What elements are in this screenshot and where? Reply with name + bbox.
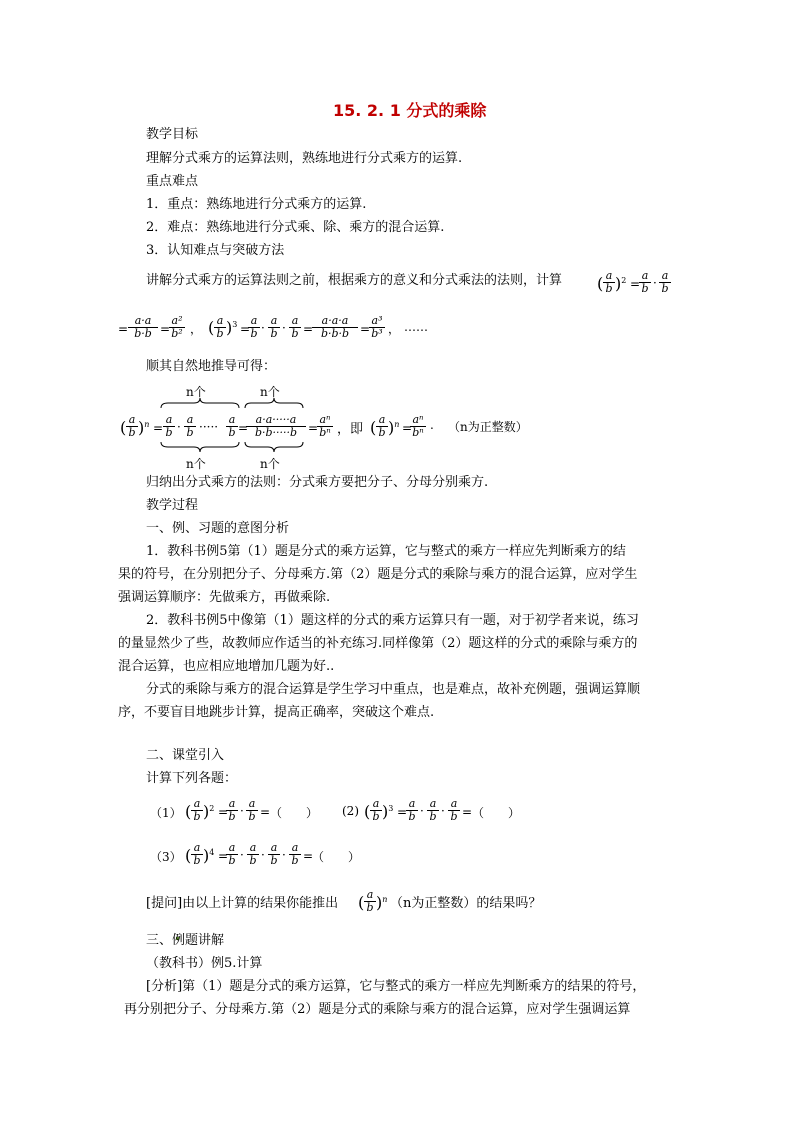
ellipsis: …… xyxy=(404,320,428,334)
equals-sign: = xyxy=(462,805,473,819)
heading-key-points: 重点难点 xyxy=(146,174,199,189)
fraction-a-over-b: a b xyxy=(427,798,439,823)
key-point-1: 1．重点：熟练地进行分式乘方的运算. xyxy=(146,197,367,212)
heading-teaching-process: 教学过程 xyxy=(146,498,199,513)
fraction-a3-over-b3: a³ b³ xyxy=(369,315,385,340)
fraction-a-over-b: a b xyxy=(163,414,175,439)
dot-operator: · xyxy=(177,420,181,434)
fraction-a-over-b: a b xyxy=(246,798,258,823)
lecture-intro-text: 讲解分式乘方的运算法则之前，根据乘方的意义和分式乘法的法则，计算 xyxy=(146,273,563,288)
fraction-a-over-b: a b xyxy=(659,270,671,295)
dot-operator: · xyxy=(282,321,286,335)
paren-close-cubed: )$^3$ xyxy=(226,318,238,337)
dots-operator: ····· xyxy=(199,420,219,434)
paren-close-squared: )$^2$ xyxy=(615,274,627,293)
brace-bottom-right xyxy=(244,441,304,453)
equals-sign: = xyxy=(153,421,164,435)
paragraph-line: 1．教科书例5第（1）题是分式的乘方运算，它与整式的乘方一样应先判断乘方的结 xyxy=(146,544,626,559)
dot-operator: · xyxy=(240,804,244,818)
paragraph-line: 强调运算顺序：先做乘方，再做乘除. xyxy=(118,590,331,605)
comma: ， xyxy=(388,322,401,336)
fraction-aa-over-bb: a·a b·b xyxy=(128,315,158,340)
question-text: [提问]由以上计算的结果你能推出 xyxy=(146,896,339,911)
equals-sign: = xyxy=(240,322,251,336)
fraction-a-over-b: a b xyxy=(406,798,418,823)
fraction-a2-over-b2: a² b² xyxy=(169,315,185,340)
fraction-a-over-b: a b xyxy=(364,889,376,914)
paren-close-power-n: )$^n$ xyxy=(388,418,400,437)
fraction-a-over-b: a b xyxy=(289,842,301,867)
key-point-2: 2．难点：熟练地进行分式乘、除、乘方的混合运算. xyxy=(146,220,445,235)
paren-close-squared: )$^2$ xyxy=(203,802,215,821)
fraction-an-product: a·a·····a b·b·····b xyxy=(246,414,306,439)
equals-sign: = xyxy=(303,849,314,863)
equals-sign: = xyxy=(160,322,171,336)
analysis-line: [分析]第（1）题是分式的乘方运算，它与整式的乘方一样应先判断乘方的结果的符号， xyxy=(146,979,646,994)
exercise-number-3: （3） xyxy=(150,850,182,864)
paragraph-line: 的量显然少了些，故教师应作适当的补充练习.同样像第（2）题这样的分式的乘除与乘方的 xyxy=(118,636,638,651)
equals-sign: = xyxy=(260,805,271,819)
rule-summary: 归纳出分式乘方的法则：分式乘方要把分子、分母分别乘方. xyxy=(146,475,489,490)
equals-sign: = xyxy=(218,805,229,819)
brace-bottom-left xyxy=(160,441,240,453)
dot-operator: · xyxy=(420,804,424,818)
fraction-a-over-b: a b xyxy=(268,842,280,867)
answer-blank: （ ） xyxy=(312,850,361,864)
equals-sign: = xyxy=(360,322,371,336)
heading-section-3: 三、例题讲解 xyxy=(146,933,225,948)
paragraph-line: 果的符号，在分别把分子、分母乘方.第（2）题是分式的乘除与乘方的混合运算，应对学生 xyxy=(118,567,638,582)
fraction-a-over-b: a b xyxy=(226,842,238,867)
equals-sign: = xyxy=(303,322,314,336)
brace-label-n: n个 xyxy=(260,457,280,471)
derivation-intro: 顺其自然地推导可得： xyxy=(146,359,277,374)
fraction-a-over-b: a b xyxy=(184,414,196,439)
period: . xyxy=(430,418,434,432)
paren-close-power-n: )$^n$ xyxy=(138,418,150,437)
equals-sign: = xyxy=(118,322,129,336)
dot-operator: · xyxy=(261,321,265,335)
fraction-a-over-b: a b xyxy=(214,315,226,340)
objective-text: 理解分式乘方的运算法则，熟练地进行分式乘方的运算. xyxy=(146,151,463,166)
fraction-a-over-b: a b xyxy=(370,798,382,823)
paren-close-fourth: )$^4$ xyxy=(203,846,215,865)
heading-section-1: 一、例、习题的意图分析 xyxy=(146,521,290,536)
fraction-a-over-b: a b xyxy=(226,414,238,439)
equals-sign: = xyxy=(308,421,319,435)
fraction-an-over-bn: aⁿ bⁿ xyxy=(410,414,426,439)
paragraph-line: 序，不要盲目地跳步计算，提高正确率，突破这个难点. xyxy=(118,705,435,720)
exercise-intro: 计算下列各题： xyxy=(146,771,238,786)
fraction-a-over-b: a b xyxy=(126,414,138,439)
dot-operator: · xyxy=(261,848,265,862)
paragraph-line: 2．教科书例5中像第（1）题这样的分式的乘方运算只有一题，对于初学者来说，练习 xyxy=(146,613,639,628)
paren-open: ( xyxy=(185,802,192,821)
key-point-3: 3．认知难点与突破方法 xyxy=(146,243,285,258)
equals-sign: = xyxy=(402,421,413,435)
paren-open: ( xyxy=(597,274,604,293)
example-heading: （教科书）例5.计算 xyxy=(146,956,263,971)
equals-sign: = xyxy=(630,277,641,291)
fraction-a-over-b: a b xyxy=(376,414,388,439)
page-title: 15. 2. 1 分式的乘除 xyxy=(333,101,487,120)
dot-operator: · xyxy=(282,848,286,862)
heading-section-2: 二、课堂引入 xyxy=(146,748,225,763)
n-positive-note: （n为正整数） xyxy=(448,420,528,434)
brace-label-n: n个 xyxy=(186,457,206,471)
paren-open: ( xyxy=(358,893,365,912)
fraction-a-over-b: a b xyxy=(191,798,203,823)
fraction-a-over-b: a b xyxy=(191,842,203,867)
brace-label-n: n个 xyxy=(186,385,206,399)
fraction-a-over-b: a b xyxy=(226,798,238,823)
dot-operator: · xyxy=(441,804,445,818)
fraction-a-over-b: a b xyxy=(448,798,460,823)
heading-objectives: 教学目标 xyxy=(146,127,199,142)
paren-open: ( xyxy=(120,418,127,437)
equals-sign: = xyxy=(397,805,408,819)
equals-sign: = xyxy=(218,849,229,863)
fraction-a-over-b: a b xyxy=(603,270,615,295)
paren-open: ( xyxy=(185,846,192,865)
answer-blank: （ ） xyxy=(270,806,319,820)
comma-ji: ，即 xyxy=(337,422,364,437)
fraction-a-over-b: a b xyxy=(289,315,301,340)
question-text-end: （n为正整数）的结果吗？ xyxy=(390,896,542,911)
fraction-an-over-bn: aⁿ bⁿ xyxy=(317,414,333,439)
dot-operator: · xyxy=(240,848,244,862)
exercise-number-1: （1） xyxy=(150,806,182,820)
equals-sign: = xyxy=(238,421,249,435)
fraction-a-over-b: a b xyxy=(639,270,651,295)
paren-open: ( xyxy=(370,418,377,437)
answer-blank: （ ） xyxy=(472,806,521,820)
exercise-number-2: (2) xyxy=(342,804,359,818)
paragraph-line: 分式的乘除与乘方的混合运算是学生学习中重点，也是难点，故补充例题，强调运算顺 xyxy=(146,682,641,697)
paren-open: ( xyxy=(364,802,371,821)
comma: ， xyxy=(190,322,203,336)
dot-operator: · xyxy=(653,276,657,290)
paren-open: ( xyxy=(208,318,215,337)
brace-label-n: n个 xyxy=(260,385,280,399)
paragraph-line: 混合运算，也应相应地增加几题为好.. xyxy=(118,659,335,674)
analysis-line: 再分别把分子、分母乘方.第（2）题是分式的乘除与乘方的混合运算，应对学生强调运算 xyxy=(124,1002,631,1017)
paren-close-power-n: )$^n$ xyxy=(376,893,388,912)
fraction-a-over-b: a b xyxy=(248,315,260,340)
paren-close-cubed: )$^3$ xyxy=(382,802,394,821)
fraction-a-over-b: a b xyxy=(247,842,259,867)
fraction-aaa-over-bbb: a·a·a b·b·b xyxy=(312,315,358,340)
fraction-a-over-b: a b xyxy=(268,315,280,340)
